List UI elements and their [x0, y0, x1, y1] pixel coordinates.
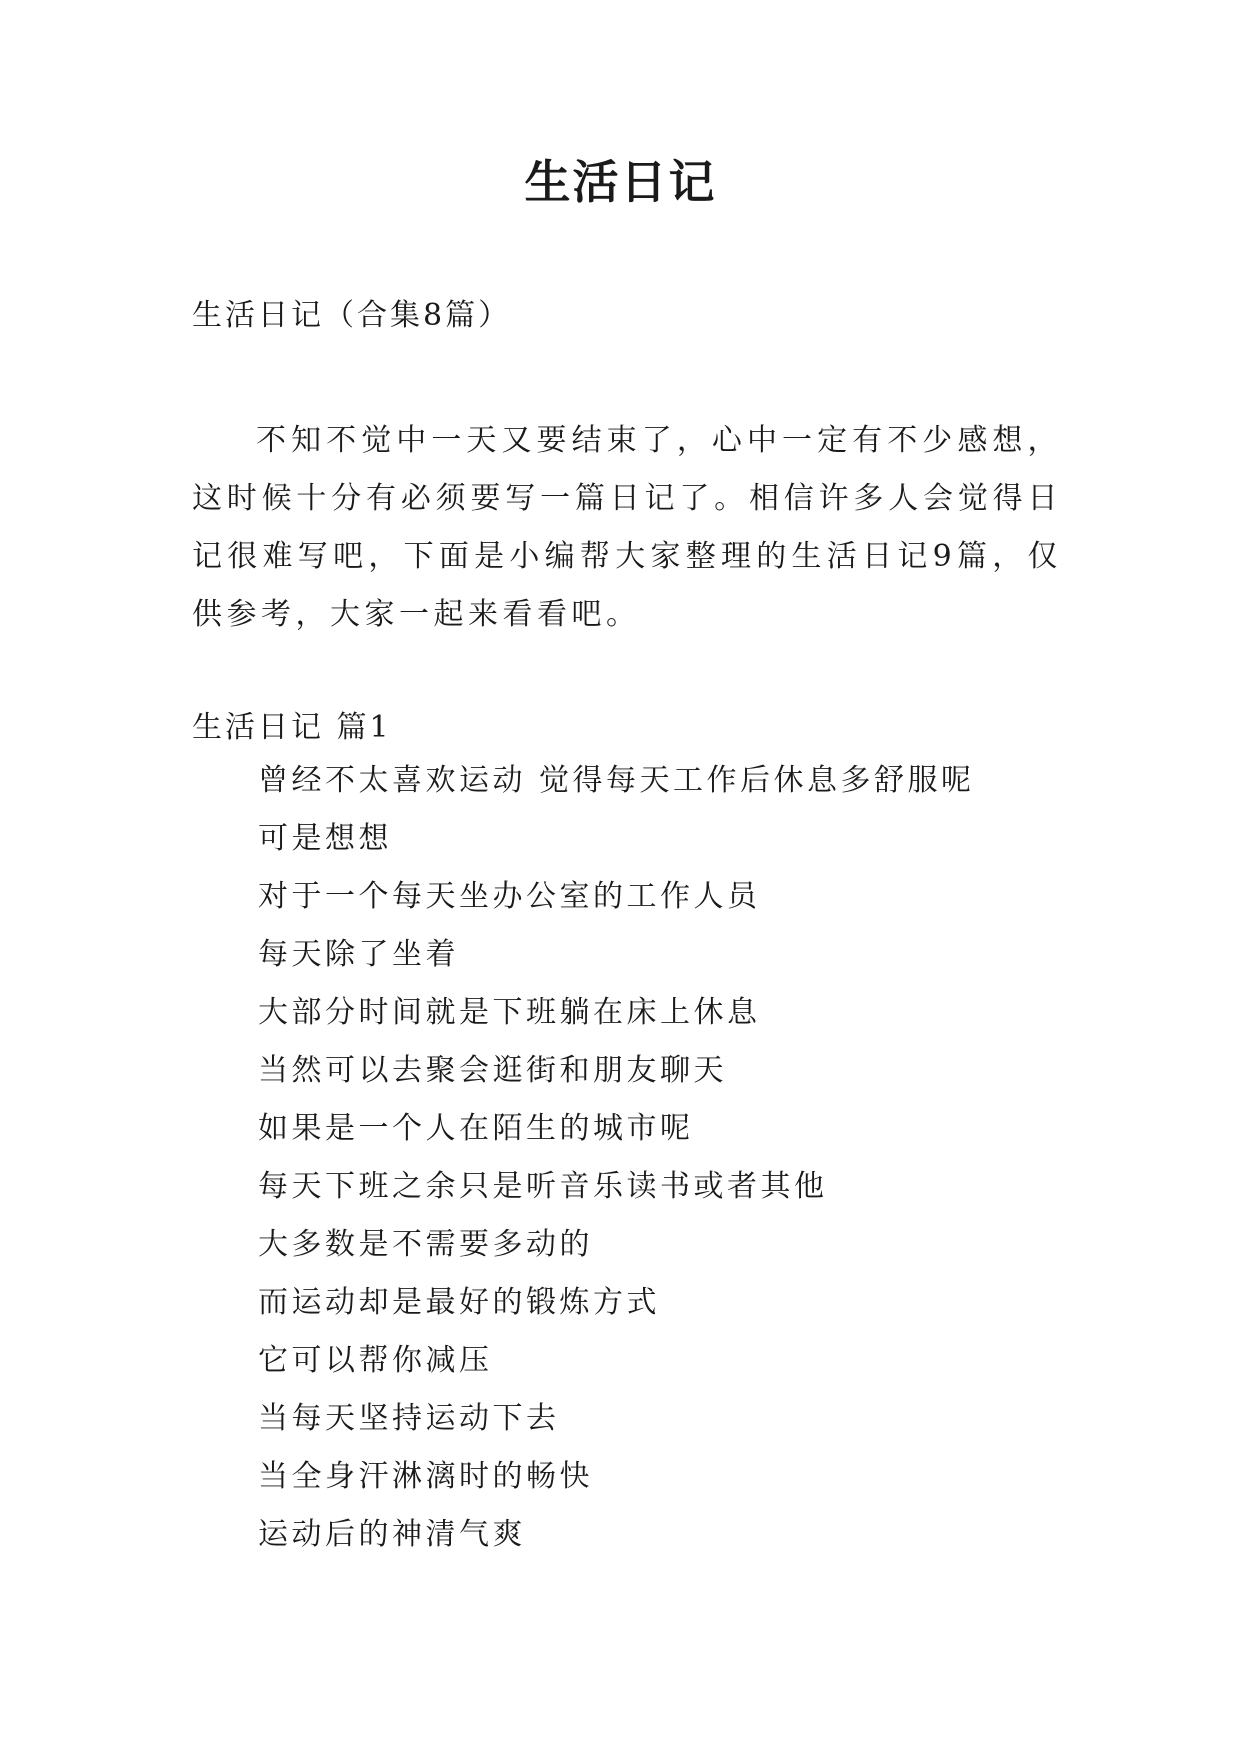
intro-paragraph: 不知不觉中一天又要结束了，心中一定有不少感想，这时候十分有必须要写一篇日记了。相信许多人会觉得日记很难写吧，下面是小编帮大家整理的生活日记9篇，仅供参考，大家一起来看看吧。: [192, 423, 1062, 632]
diary-line: 当每天坚持运动下去: [258, 1401, 560, 1436]
diary-line: 它可以帮你减压: [258, 1343, 493, 1378]
diary-line: 当全身汗淋漓时的畅快: [258, 1459, 593, 1494]
section-heading: 生活日记 篇1: [192, 710, 392, 745]
diary-line: 大部分时间就是下班躺在床上休息: [258, 995, 761, 1030]
diary-line: 对于一个每天坐办公室的工作人员: [258, 879, 761, 914]
diary-line: 而运动却是最好的锻炼方式: [258, 1285, 660, 1320]
diary-line: 可是想想: [258, 821, 392, 856]
diary-line: 每天下班之余只是听音乐读书或者其他: [258, 1169, 828, 1204]
diary-line: 运动后的神清气爽: [258, 1517, 526, 1552]
diary-line: 曾经不太喜欢运动 觉得每天工作后休息多舒服呢: [258, 763, 975, 798]
diary-lines: [258, 752, 975, 1564]
document-title: 生活日记: [524, 155, 717, 209]
diary-line: 当然可以去聚会逛街和朋友聊天: [258, 1053, 727, 1088]
diary-line: 大多数是不需要多动的: [258, 1227, 593, 1262]
diary-line: 每天除了坐着: [258, 937, 459, 972]
document-subtitle: 生活日记（合集8篇）: [192, 298, 512, 333]
diary-line: 如果是一个人在陌生的城市呢: [258, 1111, 694, 1146]
